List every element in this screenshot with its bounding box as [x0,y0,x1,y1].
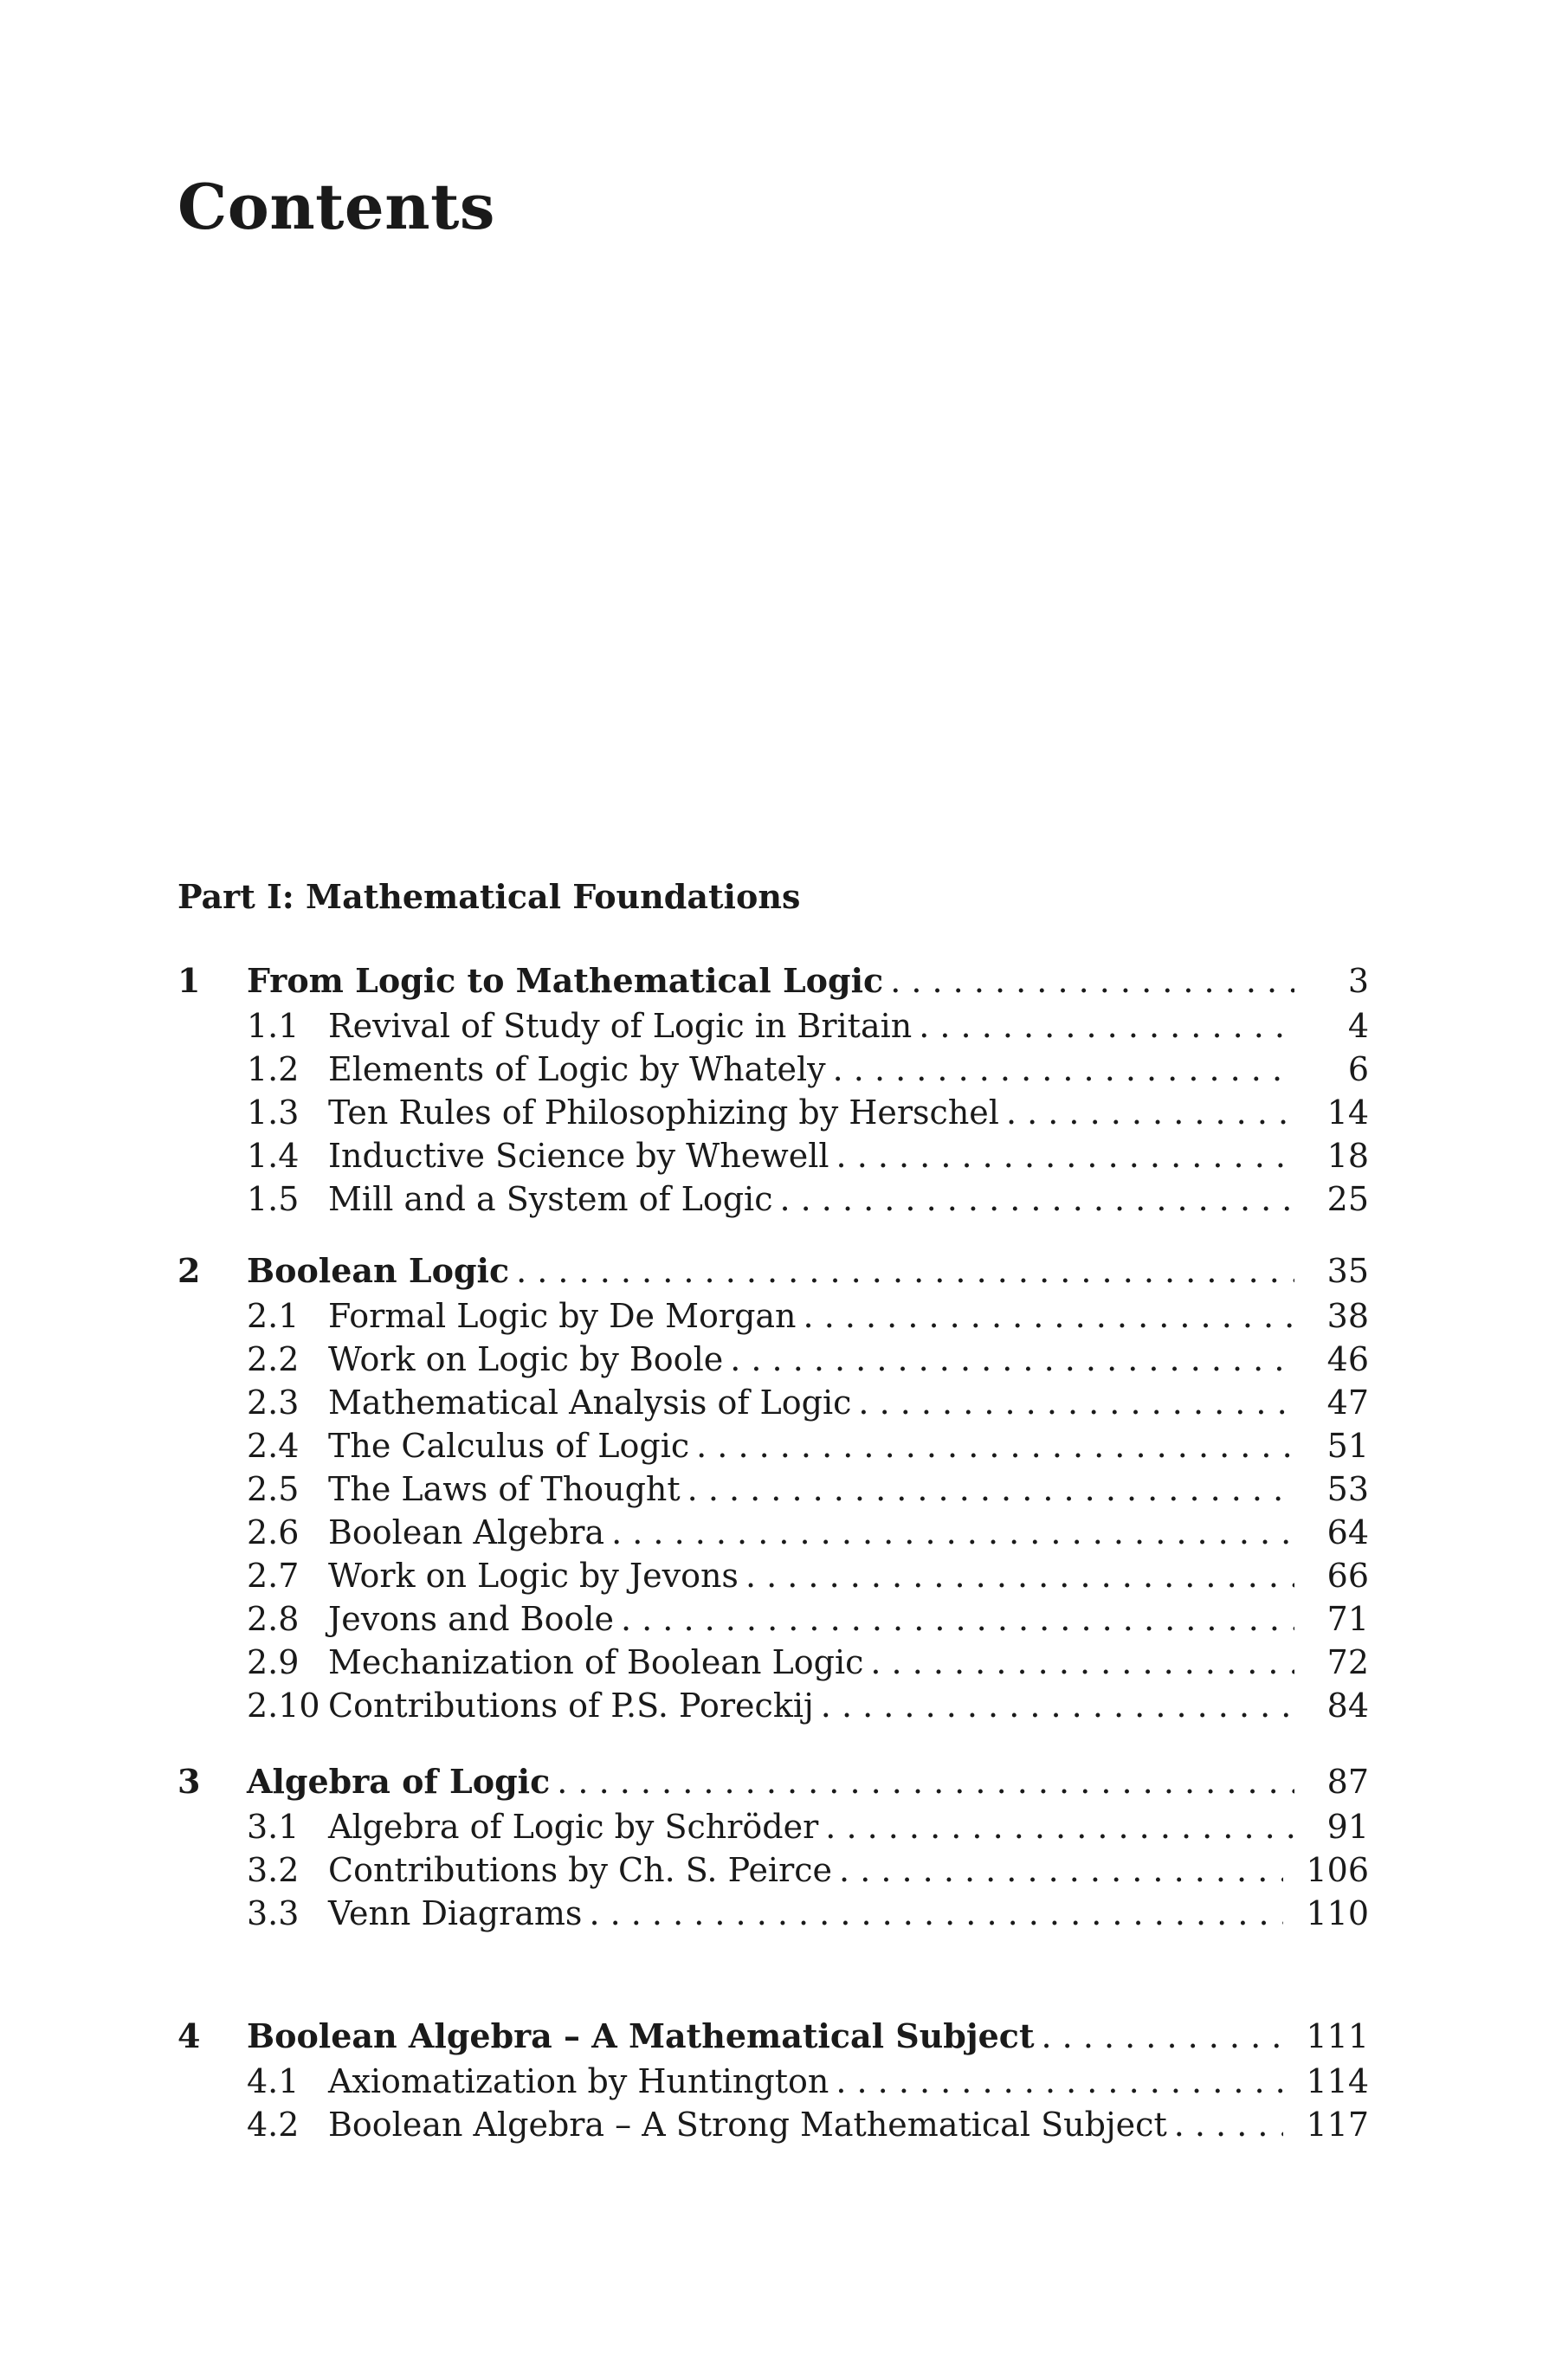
dot-leader [890,959,1294,1003]
page-number: 6 [1347,1050,1369,1088]
dot-leader [821,1684,1294,1727]
toc-section-entry[interactable] [177,1381,1369,1424]
page-number: 114 [1306,2062,1369,2100]
section-title: Mathematical Analysis of Logic [328,1383,852,1422]
toc-section-entry[interactable] [177,1597,1369,1641]
dot-leader [833,1048,1294,1091]
chapter-number: 1 [177,961,201,1000]
page-title: Contents [177,170,495,243]
chapter-number: 4 [177,2016,201,2055]
dot-leader [836,2060,1283,2103]
dot-leader [730,1338,1294,1381]
section-number: 3.3 [247,1894,300,1932]
section-number: 1.1 [247,1007,300,1045]
section-title: The Laws of Thought [328,1470,681,1508]
section-title: The Calculus of Logic [328,1427,690,1465]
dot-leader [1006,1091,1294,1134]
page-number: 47 [1326,1383,1369,1422]
section-number: 1.3 [247,1093,300,1132]
section-title: Axiomatization by Huntington [328,2062,829,2100]
section-number: 3.1 [247,1808,300,1846]
section-title: Work on Logic by Jevons [328,1557,739,1595]
dot-leader [839,1848,1283,1892]
chapter-title: Algebra of Logic [247,1762,551,1801]
dot-leader [516,1249,1294,1293]
toc-section-entry[interactable] [177,1091,1369,1134]
dot-leader [779,1177,1294,1221]
section-title: Contributions by Ch. S. Peirce [328,1851,833,1889]
page-number: 72 [1326,1643,1369,1681]
dot-leader [1174,2103,1284,2146]
page-number: 64 [1326,1513,1369,1551]
page-number: 117 [1306,2106,1369,2144]
section-title: Mechanization of Boolean Logic [328,1643,864,1681]
section-title: Contributions of P.S. Poreckij [328,1687,814,1725]
toc-section-entry[interactable] [177,1004,1369,1048]
dot-leader [745,1554,1294,1597]
section-number: 2.9 [247,1643,300,1681]
section-number: 2.6 [247,1513,300,1551]
chapter-title: From Logic to Mathematical Logic [247,961,884,1000]
dot-leader [557,1760,1294,1803]
section-title: Boolean Algebra [328,1513,605,1551]
toc-section-entry[interactable] [177,1467,1369,1511]
page-number: 106 [1306,1851,1369,1889]
section-title: Jevons and Boole [328,1600,614,1638]
toc-section-entry[interactable] [177,1048,1369,1091]
toc-section-entry[interactable] [177,1338,1369,1381]
section-number: 2.10 [247,1687,320,1725]
toc-section-entry[interactable] [177,1294,1369,1338]
toc-section-entry[interactable] [177,1554,1369,1597]
section-title: Venn Diagrams [328,1894,583,1932]
toc-section-entry[interactable] [177,1511,1369,1554]
section-number: 2.2 [247,1340,300,1378]
page-number: 4 [1347,1007,1369,1045]
dot-leader [870,1641,1294,1684]
toc-section-entry[interactable] [177,1177,1369,1221]
dot-leader [589,1892,1283,1935]
chapter-title: Boolean Logic [247,1251,510,1290]
dot-leader [611,1511,1294,1554]
section-number: 2.3 [247,1383,300,1422]
section-title: Elements of Logic by Whately [328,1050,826,1088]
part-title: Part I: Mathematical Foundations [177,877,801,916]
page-number: 66 [1326,1557,1369,1595]
section-number: 1.4 [247,1137,300,1175]
page-number: 110 [1306,1894,1369,1932]
chapter-number: 3 [177,1762,201,1801]
dot-leader [1042,2015,1284,2058]
dot-leader [687,1467,1294,1511]
section-title: Boolean Algebra – A Strong Mathematical Subject [328,2106,1167,2144]
section-number: 1.5 [247,1180,300,1218]
page-number: 71 [1326,1600,1369,1638]
section-title: Inductive Science by Whewell [328,1137,829,1175]
chapter-title: Boolean Algebra – A Mathematical Subject [247,2016,1035,2055]
page-number: 111 [1306,2017,1369,2055]
section-number: 4.2 [247,2106,300,2144]
section-title: Revival of Study of Logic in Britain [328,1007,913,1045]
section-number: 3.2 [247,1851,300,1889]
toc-section-entry[interactable] [177,1424,1369,1467]
toc-section-entry[interactable] [177,1134,1369,1177]
page-number: 87 [1326,1763,1369,1801]
section-number: 2.4 [247,1427,300,1465]
page-number: 91 [1326,1808,1369,1846]
section-title: Algebra of Logic by Schröder [328,1808,819,1846]
page-number: 3 [1347,962,1369,1000]
section-title: Mill and a System of Logic [328,1180,773,1218]
toc-section-entry[interactable] [177,1805,1369,1848]
dot-leader [696,1424,1294,1467]
toc-chapter-entry[interactable] [177,959,1369,1003]
section-number: 2.7 [247,1557,300,1595]
dot-leader [858,1381,1294,1424]
page-number: 14 [1326,1093,1369,1132]
dot-leader [836,1134,1294,1177]
toc-chapter-entry[interactable] [177,1249,1369,1293]
page-number: 51 [1326,1427,1369,1465]
section-number: 2.8 [247,1600,300,1638]
section-number: 1.2 [247,1050,300,1088]
page-number: 18 [1326,1137,1369,1175]
toc-chapter-entry[interactable] [177,2015,1369,2058]
section-title: Formal Logic by De Morgan [328,1297,797,1335]
chapter-number: 2 [177,1251,201,1290]
toc-section-entry[interactable] [177,1892,1369,1935]
section-number: 2.5 [247,1470,300,1508]
toc-chapter-entry[interactable] [177,1760,1369,1803]
dot-leader [621,1597,1294,1641]
toc-section-entry[interactable] [177,1848,1369,1892]
toc-section-entry[interactable] [177,2103,1369,2146]
dot-leader [919,1004,1294,1048]
page-number: 84 [1326,1687,1369,1725]
section-number: 4.1 [247,2062,300,2100]
page-number: 25 [1326,1180,1369,1218]
toc-section-entry[interactable] [177,2060,1369,2103]
toc-section-entry[interactable] [177,1641,1369,1684]
section-title: Work on Logic by Boole [328,1340,724,1378]
page-number: 35 [1326,1252,1369,1290]
page-number: 38 [1326,1297,1369,1335]
page-number: 46 [1326,1340,1369,1378]
page-number: 53 [1326,1470,1369,1508]
dot-leader [804,1294,1294,1338]
section-title: Ten Rules of Philosophizing by Herschel [328,1093,999,1132]
dot-leader [825,1805,1294,1848]
toc-section-entry[interactable] [177,1684,1369,1727]
section-number: 2.1 [247,1297,300,1335]
